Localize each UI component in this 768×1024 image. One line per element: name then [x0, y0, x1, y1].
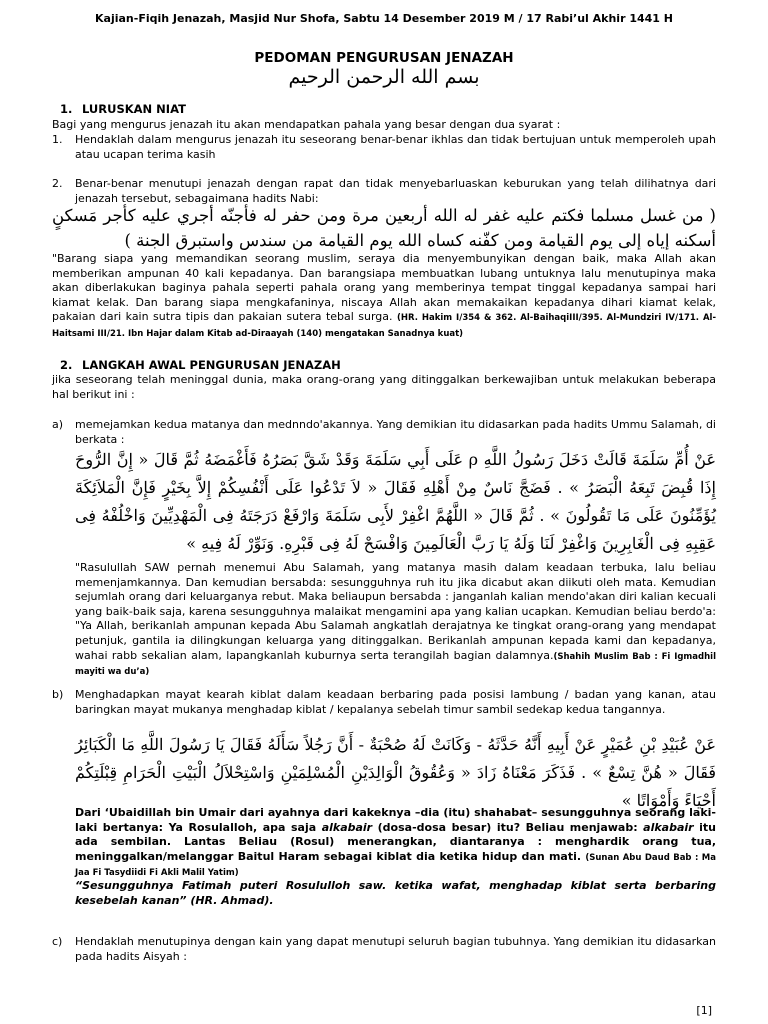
- page-header: Kajian-Fiqih Jenazah, Masjid Nur Shofa, Sabtu 14 Desember 2019 M / 17 Rabi’ul Akhir 1441 H: [95, 12, 673, 25]
- hadith-arabic-a: عَنْ أُمِّ سَلَمَةَ قَالَتْ دَخَلَ رَسُولُ اللَّهِ ρ عَلَى أَبِي سَلَمَةَ وَقَدْ شَقَّ بَصَرُهُ فَأَغْمَضَهُ ثُمَّ قَالَ « إِنَّ الرُّوحَ إِذَا قُبِضَ تَبِعَهُ الْبَصَرُ » . فَضَجَّ نَاسٌ مِنْ أَهْلِهِ فَقَالَ « لاَ تَدْعُوا عَلَى أَنْفُسِكُمْ إِلاَّ بِخَيْرٍ فَإِنَّ الْمَلاَئِكَةَ يُؤَمِّنُونَ عَلَى مَا تَقُولُونَ » . ثُمَّ قَالَ « اللَّهُمَّ اغْفِرْ لأَبِى سَلَمَةَ وَارْفَعْ دَرَجَتَهُ فِى الْمَهْدِيِّينَ وَاخْلُفْهُ فِى عَقِبِهِ فِى الْغَابِرِينَ وَاغْفِرْ لَنَا وَلَهُ يَا رَبَّ الْعَالَمِينَ وَافْسَحْ لَهُ فِى قَبْرِهِ. وَنَوِّرْ لَهُ فِيهِ »: [75, 450, 716, 553]
- hadith-translation-b: [75, 806, 716, 881]
- item-2-text: Benar-benar menutupi jenazah dengan rapat dan tidak menyebarluaskan keburukan yang telah dilihatnya dari jenazah tersebut, sebagaimana hadits Nabi:: [75, 177, 716, 205]
- item-1-text: Hendaklah dalam mengurus jenazah itu seseorang benar-benar ikhlas dan tidak bertujuan untuk memperoleh upah atau ucapan terima kasih: [75, 133, 716, 161]
- translation-b-part-3: itu ada sembilan. Lantas Beliau (Rosul) menerangkan, diantaranya : menghardik orang tua, meninggalkan/melanggar Baitul Haram sebagai kiblat dia ketika hidup dan mati.: [75, 820, 716, 863]
- item-b-mark: b): [52, 688, 64, 701]
- item-1-number: 1.: [52, 133, 63, 146]
- document-title: PEDOMAN PENGURUSAN JENAZAH: [254, 50, 514, 66]
- translation-b-part-2: (dosa-dosa besar) itu? Beliau menjawab:: [372, 820, 644, 834]
- item-b: [52, 688, 716, 717]
- item-a: [52, 418, 716, 447]
- hadith-reference-a: (Shahih Muslim Bab : Fi Igmadhil mayiti wa du’a): [75, 651, 716, 678]
- translation-b-term-2: alkabair: [643, 820, 694, 834]
- hadith-translation-1: [52, 252, 716, 342]
- hadith-arabic-1: ( من غسل مسلما فكتم عليه غفر له الله أربعين مرة ومن حفر له فأجنّه أجري عليه كأجر مَسكنٍ أسكنه إياه إلى يوم القيامة ومن كفّنه كساه الله يوم القيامة من سندس واستبرق الجنة ): [52, 206, 716, 250]
- translation-1-text: "Barang siapa yang memandikan seorang muslim, seraya dia menyembunyikan dengan baik, maka Allah akan memberikan ampunan 40 kali kepadanya. Dan barangsiapa membuatkan lubang untuknya lalu menutupinya maka akan diberlakukan baginya pahala seperti pahala orang yang memberinya tempat tinggal kepadanya sampai hari kiamat kelak. Dan barang siapa mengkafaninya, niscaya Allah akan memakaikan kepadanya dihari kiamat kelak, pakaian dari kain sutra tipis dan pakaian sutera tebal surga.: [52, 252, 716, 324]
- translation-b-part-1: Dari ‘Ubaidillah bin Umair dari ayahnya dari kakeknya –dia (itu) shahabat– sesungguhnya seorang laki-laki bertanya: Ya Rosulalloh, apa saja: [75, 806, 716, 834]
- item-c-mark: c): [52, 935, 63, 948]
- translation-b-term-1: alkabair: [321, 820, 373, 834]
- section-1-heading: [60, 102, 186, 116]
- item-2-number: 2.: [52, 177, 63, 190]
- section-2-intro: jika seseorang telah meninggal dunia, maka orang-orang yang ditinggalkan berkewajiban untuk melakukan beberapa hal berikut ini :: [52, 373, 716, 401]
- item-c: [52, 935, 716, 964]
- section-1-intro: Bagi yang mengurus jenazah itu akan mendapatkan pahala yang besar dengan dua syarat :: [52, 118, 561, 131]
- item-c-text: Hendaklah menutupinya dengan kain yang dapat menutupi seluruh bagian tubuhnya. Yang demikian itu didasarkan pada hadits Aisyah :: [75, 935, 716, 963]
- section-1-number: 1.: [60, 102, 73, 116]
- section-2-number: 2.: [60, 358, 73, 372]
- section-1-title: LURUSKAN NIAT: [82, 102, 186, 116]
- page-number: [1]: [696, 1004, 712, 1017]
- translation-a-text: "Rasulullah SAW pernah menemui Abu Salamah, yang matanya masih dalam keadaan terbuka, lalu beliau memenjamkannya. Dan kemudian bersabda: sesungguhnya ruh itu jika dicabut akan diikuti oleh mata. Kemudian sejumlah orang dari keluarganya rebut. Maka beliaupun bersabda : janganlah kalian mendo'akan diri kalian kecuali yang baik-baik saja, karena sesungguhnya malaikat mengamini apa yang kalian ucapkan. Kemudian beliau berdo'a: "Ya Allah, berikanlah ampunan kepada Abu Salamah angkatlah derajatnya ke tingkat orang-orang yang mendapat petunjuk, gantila ia dilingkungan keluarga yang ditinggalkan. Berikanlah ampunan kepada kami dan kepadanya, wahai rabb sekalian alam, lapangkanlah kuburnya serta terangilah bagian dalamnya.: [75, 561, 716, 662]
- item-b-text: Menghadapkan mayat kearah kiblat dalam keadaan berbaring pada posisi lambung / badan yang kanan, atau baringkan mayat mukanya menghadap kiblat / kepalanya sebelah timur sambil sedekap kedua tangannya.: [75, 688, 716, 716]
- hadith-translation-a: [75, 561, 716, 680]
- item-a-mark: a): [52, 418, 64, 431]
- section-2-heading: [60, 358, 341, 372]
- basmalah: بسم الله الرحمن الرحيم: [288, 66, 480, 88]
- hadith-arabic-b: عَنْ عُبَيْدِ بْنِ عُمَيْرٍ عَنْ أَبِيهِ أَنَّهُ حَدَّثَهُ - وَكَانَتْ لَهُ صُحْبَةٌ - أَنَّ رَجُلاً سَأَلَهُ فَقَالَ يَا رَسُولَ اللَّهِ مَا الْكَبَائِرُ فَقَالَ « هُنَّ تِسْعٌ » . فَذَكَرَ مَعْنَاهُ زَادَ « وَعُقُوقُ الْوَالِدَيْنِ الْمُسْلِمَيْنِ وَاسْتِحْلاَلُ الْبَيْتِ الْحَرَامِ قِبْلَتِكُمْ أَحْيَاءً وَأَمْوَاتًا »: [75, 735, 716, 810]
- section-2-title: LANGKAH AWAL PENGURUSAN JENAZAH: [82, 358, 341, 372]
- section-1-item-1: [52, 133, 716, 162]
- hadith-reference-b: (Sunan Abu Daud Bab : Ma Jaa Fi Tasydiidi Fi Akli Malil Yatim): [75, 852, 716, 879]
- item-a-text: memejamkan kedua matanya dan mednndo'akannya. Yang demikian itu didasarkan pada hadits Ummu Salamah, di berkata :: [75, 418, 716, 446]
- ahmad-quote: “Sesungguhnya Fatimah puteri Rosululloh saw. ketika wafat, menghadap kiblat serta berbaring kesebelah kanan” (HR. Ahmad).: [75, 879, 716, 907]
- section-1-item-2: [52, 177, 716, 206]
- hadith-reference-1: (HR. Hakim I/354 & 362. Al-BaihaqiIII/395. Al-Mundziri IV/171. Al-Haitsami III/21. Ibn Hajar dalam Kitab ad-Diraayah (140) mengatakan Sanadnya kuat): [52, 313, 716, 339]
